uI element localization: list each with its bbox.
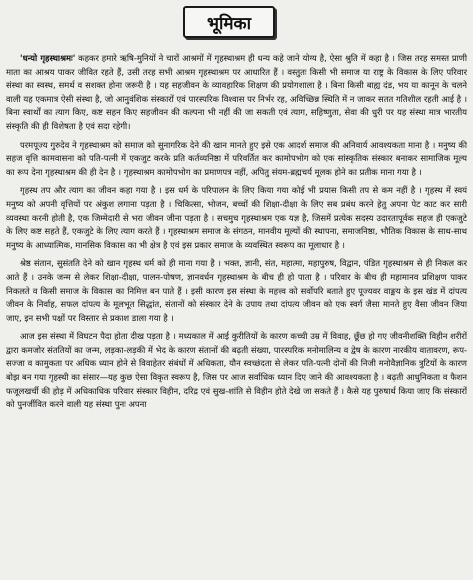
- paragraph-5: [6, 330, 467, 412]
- paragraph-3-text: गृहस्थ तप और त्याग का जीवन कहा गया है । इस धर्म के परिपालन के लिए किया गया कोई भी प्रयास किसी तप से कम नहीं है । गृहस्थ में स्वयं मनुष्य को अपनी वृत्तियों पर अंकुश लगाना पड़ता है । चिकित्सा, भोजन, बच्चों की शिक्षा-दीक्षा के लिए सब प्रबंध करने हेतु अपना पेट काट कर सारी व्यवस्था करनी होती है, एक जिम्मेदारी से भरा जीवन जीना पड़ता है । सचमुच गृहस्थाश्रम एक यज्ञ है, जिसमें प्रत्येक सदस्य उदारतापूर्वक सहज ही एकजुटे के लिए कष्ट सहते हैं, एकजुटे के लिए त्याग करते हैं । गृहस्थाश्रम समाज के संगठन, मानवीय मूल्यों की स्थापना, समाजनिष्ठा, भौतिक विकास के साथ-साथ मनुष्य के आध्यात्मिक, मानसिक विकास का भी क्षेत्र है एवं इस प्रकार समाज के व्यवस्थित स्वरूप का मूलाधार है ।: [6, 185, 467, 250]
- paragraph-3: [6, 184, 467, 252]
- paragraph-2: [6, 139, 467, 180]
- paragraph-4-text: श्रेष्ठ संतान, सुसंतति देने को खान गृहस्थ धर्म को ही माना गया है । भक्त, ज्ञानी, संत, महात्मा, महापुरुष, विद्वान, पंडित गृहस्थाश्रम से ही निकल कर आते हैं । उनके जन्म से लेकर शिक्षा-दीक्षा, पालन-पोषण, ज्ञानवर्धन गृहस्थाश्रम के बीच ही हो पाता है । परिवार के बीच ही महामानव प्रशिक्षण पाकर निकलते व किसी समाज के विकास का निमित्त बन पाते हैं । इसी कारण इस संस्था के महत्त्व को सर्वोपरि बताते हुए पूज्यवर वाङ्मय के इस खंड में दांपत्य जीवन के निर्वाह, सफल दांपत्य के मूलभूत सिद्धांत, संतानों को संस्कार देने के उपाय तथा दांपत्य जीवन को एक स्वर्ग जैसा मानते हुए वैसा जीवन जिया जाए, इन सभी पक्षों पर विस्तार से प्रकाश डाला गया है ।: [6, 258, 467, 323]
- paragraph-1: [6, 52, 467, 134]
- paragraph-5-text: आज इस संस्था में विघटन पैदा होता दीख पड़ता है । मध्यकाल में आई कुरीतियों के कारण कच्ची उम्र में विवाह, छूँछ हो गए जीवनीशक्ति विहीन शरीरों द्वारा कमजोर संततियों का जन्म, लड़का-लड़की में भेद के कारण संतानों की बढ़ती संख्या, पारस्परिक मनोमालिन्य व द्वेष के कारण नारकीय वातावरण, रूप-सज्जा व कामुकता पर अधिक ध्यान होने से विवाहेतर संबंधों में अधिकता, यौन स्वच्छंदता से लेकर पति-पत्नी दोनों की निजी मनोवैज्ञानिक त्रुटियों के कारण बोझ बन गया गृहस्थी का संसार—यह कुछ ऐसा विकृत स्वरूप है, जिस पर आज सर्वाधिक ध्यान दिए जाने की आवश्यकता है । बढ़ती आधुनिकता व फैशन फजूलखर्ची की होड़ में अधिकाधिक परिवार संस्कार विहीन, दरिद्र एवं सुख-शांति से विहीन होते देखे जा सकते हैं । कैसे यह पुरुषार्थ किया जाए कि संस्कारों को पुनर्जीवित करने वाली यह संस्था पुनः अपना: [6, 331, 467, 410]
- title-box: [183, 6, 275, 38]
- paragraph-2-text: परमपूज्य गुरुदेव ने गृहस्थाश्रम को समाज को सुनागरिक देने की खान मानते हुए इसे एक आदर्श समाज की अनिवार्य आवश्यकता माना है । मनुष्य की सहज वृत्ति कामवासना को पति-पत्नी में एकजुट करके प्रति कर्तव्यनिष्ठा में परिवर्तित कर कामोपभोग को एक सांस्कृतिक संस्कार बनाकर सामाजिक मूल्य का रूप देना गृहस्थाश्रम की ही देन है । गृहस्थाश्रम कामोपभोग का प्रमाणपत्र नहीं, अपितु संयम-ब्रह्मचर्य मूलक होने का प्रतीक माना गया है ।: [6, 139, 467, 177]
- paragraph-1-text: कहकर हमारे ऋषि-मुनियों ने चारों आश्रमों में गृहस्थाश्रम ही धन्य कहे जाने योग्य है, ऐसा श्रुति में कहा है । जिस तरह समस्त प्राणी माता का आश्रय पाकर जीवित रहते हैं, उसी तरह सभी आश्रम गृहस्थाश्रम पर आधारित हैं । वस्तुतः किसी भी समाज या राष्ट्र के विकास के लिए परिवार संस्था का स्वस्थ, समर्थ व सशक्त होना जरूरी है । यह सहजीवन के व्यावहारिक शिक्षण की प्रयोगशाला है । बिना किसी बाह्य दंड, भय या कानून के चलने वाली यह एकमात्र ऐसी संस्था है, जो आनुवंशिक संस्कारों एवं पारस्परिक विश्वास पर निर्भर रह, अविच्छिन्न स्थिति में न जाकर सतत गतिशील रहती आई है । बिना स्वार्थों का त्याग किए, कष्ट सहन किए सहजीवन की कल्पना भी नहीं की जा सकती एवं त्याग, सहिष्णुता, सेवा की धुरी पर यह संस्था मात्र भारतीय संस्कृति की ही विशेषता है एवं सदा रहेगी।: [6, 53, 467, 131]
- page-title: भूमिका: [207, 13, 251, 34]
- body-text: [6, 52, 467, 552]
- paragraph-4: [6, 257, 467, 325]
- paragraph-1-lead: 'धन्यो गृहस्थाश्रमः': [20, 53, 76, 63]
